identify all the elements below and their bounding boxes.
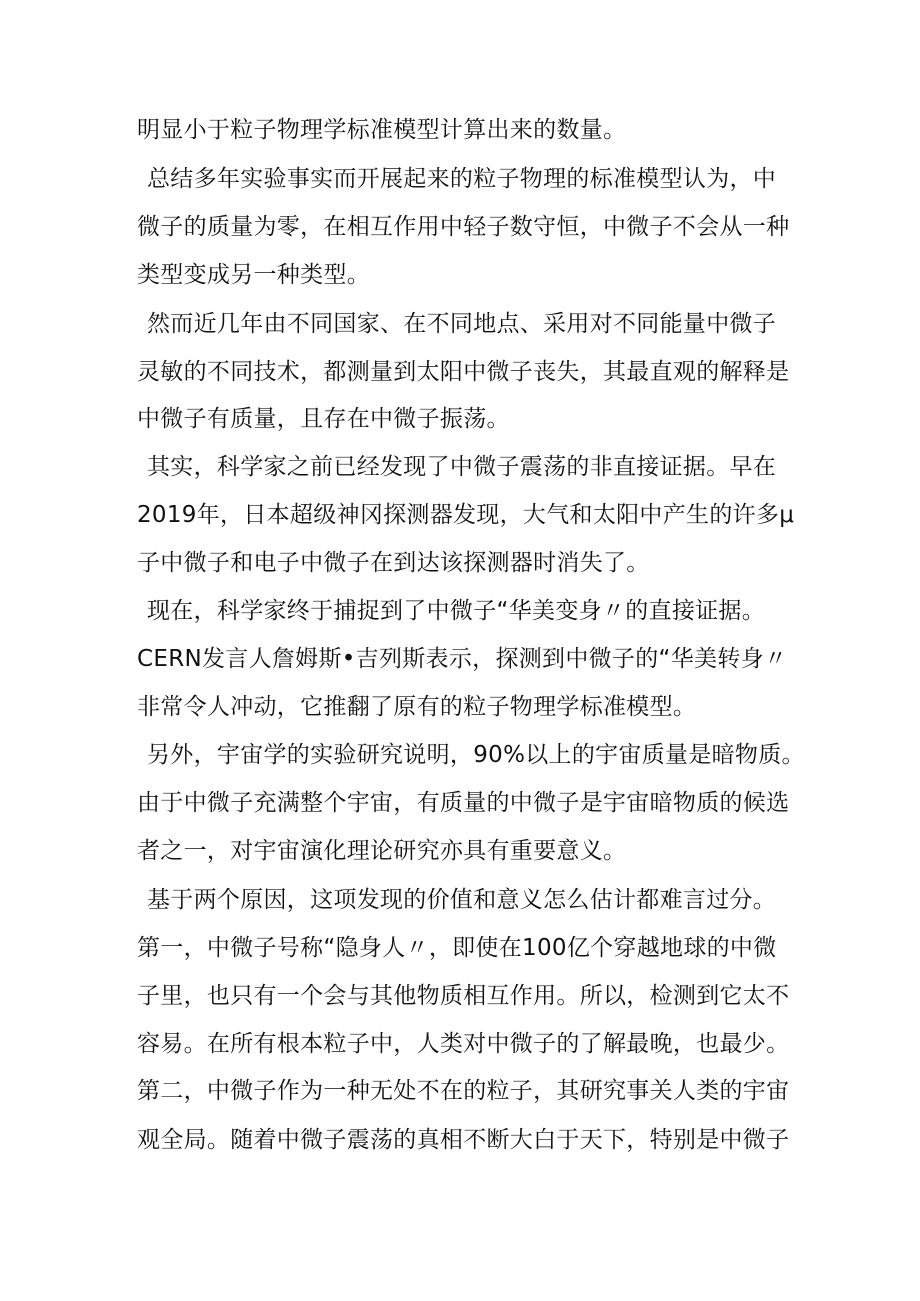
text-line: 子中微子和电子中微子在到达该探测器时消失了。 [137,550,650,576]
text-line: 由于中微子充满整个宇宙，有质量的中微子是宇宙暗物质的候选 [137,790,790,816]
text-line: 子里，也只有一个会与其他物质相互作用。所以，检测到它太不 [137,983,790,1009]
text-line: CERN发言人詹姆斯•吉列斯表示，探测到中微子的“华美转身〃 [137,646,788,672]
text-line: 总结多年实验事实而开展起来的粒子物理的标准模型认为，中 [147,166,777,192]
text-line: 中微子有质量，且存在中微子振荡。 [137,406,510,432]
text-line: 第一，中微子号称“隐身人〃，即使在100亿个穿越地球的中微 [137,935,777,961]
text-line: 观全局。随着中微子震荡的真相不断大白于天下，特别是中微子 [137,1127,790,1153]
text-line: 2019年，日本超级神冈探测器发现，大气和太阳中产生的许多μ [137,502,795,528]
text-line: 现在，科学家终于捕捉到了中微子“华美变身〃的直接证据。 [147,598,766,624]
text-line: 其实，科学家之前已经发现了中微子震荡的非直接证据。早在 [147,454,777,480]
text-line: 容易。在所有根本粒子中，人类对中微子的了解最晚，也最少。 [137,1031,790,1057]
text-line: 者之一，对宇宙演化理论研究亦具有重要意义。 [137,838,627,864]
text-line: 然而近几年由不同国家、在不同地点、采用对不同能量中微子 [147,311,777,337]
text-line: 非常令人冲动，它推翻了原有的粒子物理学标准模型。 [137,694,697,720]
text-line: 明显小于粒子物理学标准模型计算出来的数量。 [137,117,627,143]
text-line: 类型变成另一种类型。 [137,262,370,288]
text-line: 第二，中微子作为一种无处不在的粒子，其研究事关人类的宇宙 [137,1078,790,1104]
text-line: 基于两个原因，这项发现的价值和意义怎么估计都难言过分。 [147,887,777,913]
text-line: 微子的质量为零，在相互作用中轻子数守恒，中微子不会从一种 [137,214,790,240]
text-line: 另外，宇宙学的实验研究说明，90%以上的宇宙质量是暗物质。 [147,742,805,768]
text-line: 灵敏的不同技术，都测量到太阳中微子丧失，其最直观的解释是 [137,359,790,385]
